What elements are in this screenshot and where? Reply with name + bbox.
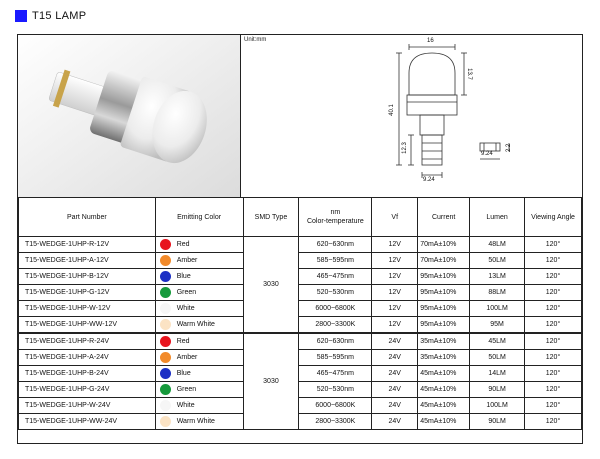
lumen: 50LM	[470, 350, 525, 366]
part-number: T15-WEDGE-1UHP-WW-12V	[19, 317, 156, 334]
color-name: White	[176, 305, 195, 312]
emitting-color	[155, 317, 243, 334]
dim-base-height: 12.3	[401, 142, 408, 154]
vf: 24V	[372, 366, 418, 382]
color-swatch-icon	[160, 319, 171, 330]
current: 35mA±10%	[418, 350, 470, 366]
lumen: 14LM	[470, 366, 525, 382]
viewing-angle: 120°	[525, 366, 582, 382]
header-smd-type: SMD Type	[243, 198, 299, 237]
header-emitting-color: Emitting Color	[155, 198, 243, 237]
title-bar	[15, 9, 86, 23]
table-row	[19, 237, 582, 253]
current: 70mA±10%	[418, 237, 470, 253]
wavelength: 585~595nm	[299, 253, 372, 269]
wavelength: 2800~3300K	[299, 414, 372, 430]
table-row	[19, 301, 582, 317]
table-row	[19, 269, 582, 285]
vf: 12V	[372, 237, 418, 253]
color-name: Warm White	[176, 321, 215, 328]
page-title: T15 LAMP	[32, 10, 87, 22]
vf: 12V	[372, 317, 418, 334]
wavelength: 520~530nm	[299, 382, 372, 398]
lumen: 100LM	[470, 301, 525, 317]
color-swatch-icon	[160, 336, 171, 347]
emitting-color	[155, 237, 243, 253]
dim-pin-thickness: 2.2	[506, 143, 513, 153]
table-row	[19, 414, 582, 430]
vf: 24V	[372, 382, 418, 398]
color-name: Green	[176, 386, 197, 393]
title-square-icon	[15, 10, 27, 22]
header-viewing-angle: Viewing Angle	[525, 198, 582, 237]
vf: 24V	[372, 350, 418, 366]
emitting-color	[155, 285, 243, 301]
header-current: Current	[418, 198, 470, 237]
smd-type: 3030	[243, 333, 299, 430]
table-row	[19, 350, 582, 366]
spec-table	[18, 197, 582, 430]
part-number: T15-WEDGE-1UHP-WW-24V	[19, 414, 156, 430]
emitting-color	[155, 366, 243, 382]
emitting-color	[155, 414, 243, 430]
vf: 12V	[372, 301, 418, 317]
lamp-photo-illustration	[18, 35, 241, 197]
smd-type: 3030	[243, 237, 299, 334]
current: 45mA±10%	[418, 366, 470, 382]
table-row	[19, 398, 582, 414]
wavelength: 520~530nm	[299, 285, 372, 301]
table-row	[19, 333, 582, 350]
color-name: Amber	[176, 354, 198, 361]
color-name: Warm White	[176, 418, 215, 425]
header-nm	[299, 198, 372, 237]
wavelength: 2800~3300K	[299, 317, 372, 334]
color-swatch-icon	[160, 416, 171, 427]
table-row	[19, 253, 582, 269]
dim-pin-width: 9.24	[481, 151, 493, 157]
current: 70mA±10%	[418, 253, 470, 269]
dim-base-width: 9.24	[423, 177, 435, 183]
viewing-angle: 120°	[525, 317, 582, 334]
color-swatch-icon	[160, 352, 171, 363]
color-swatch-icon	[160, 368, 171, 379]
viewing-angle: 120°	[525, 269, 582, 285]
emitting-color	[155, 301, 243, 317]
current: 35mA±10%	[418, 333, 470, 350]
color-name: White	[176, 402, 195, 409]
header-nm-line1: nm	[330, 209, 341, 216]
viewing-angle: 120°	[525, 350, 582, 366]
color-name: Blue	[176, 370, 191, 377]
header-vf: Vf	[372, 198, 418, 237]
wavelength: 465~475nm	[299, 269, 372, 285]
color-swatch-icon	[160, 303, 171, 314]
lumen: 88LM	[470, 285, 525, 301]
emitting-color	[155, 350, 243, 366]
part-number: T15-WEDGE-1UHP-B-24V	[19, 366, 156, 382]
table-row	[19, 366, 582, 382]
color-swatch-icon	[160, 384, 171, 395]
viewing-angle: 120°	[525, 398, 582, 414]
current: 45mA±10%	[418, 398, 470, 414]
header-lumen: Lumen	[470, 198, 525, 237]
emitting-color	[155, 382, 243, 398]
lumen: 45LM	[470, 333, 525, 350]
lumen: 13LM	[470, 269, 525, 285]
part-number: T15-WEDGE-1UHP-R-12V	[19, 237, 156, 253]
lumen: 90LM	[470, 414, 525, 430]
color-name: Amber	[176, 257, 198, 264]
vf: 12V	[372, 253, 418, 269]
lumen: 95M	[470, 317, 525, 334]
dimension-drawing	[241, 35, 582, 197]
wavelength: 6000~6800K	[299, 301, 372, 317]
current: 45mA±10%	[418, 414, 470, 430]
emitting-color	[155, 269, 243, 285]
part-number: T15-WEDGE-1UHP-G-24V	[19, 382, 156, 398]
current: 95mA±10%	[418, 269, 470, 285]
emitting-color	[155, 333, 243, 350]
vf: 24V	[372, 333, 418, 350]
dim-top-width: 16	[427, 38, 434, 44]
part-number: T15-WEDGE-1UHP-A-24V	[19, 350, 156, 366]
viewing-angle: 120°	[525, 301, 582, 317]
lumen: 90LM	[470, 382, 525, 398]
table-header-row	[19, 198, 582, 237]
color-name: Red	[176, 338, 190, 345]
dim-total-height: 40.1	[388, 104, 395, 116]
viewing-angle: 120°	[525, 414, 582, 430]
header-nm-line2: Color-temperature	[306, 218, 364, 225]
color-swatch-icon	[160, 287, 171, 298]
wavelength: 620~630nm	[299, 333, 372, 350]
color-name: Red	[176, 241, 190, 248]
color-swatch-icon	[160, 271, 171, 282]
vf: 24V	[372, 398, 418, 414]
lumen: 100LM	[470, 398, 525, 414]
dimension-drawing-svg	[241, 35, 582, 197]
vf: 24V	[372, 414, 418, 430]
spec-sheet	[17, 34, 583, 444]
part-number: T15-WEDGE-1UHP-R-24V	[19, 333, 156, 350]
color-name: Green	[176, 289, 197, 296]
current: 95mA±10%	[418, 317, 470, 334]
table-row	[19, 317, 582, 334]
part-number: T15-WEDGE-1UHP-A-12V	[19, 253, 156, 269]
viewing-angle: 120°	[525, 285, 582, 301]
vf: 12V	[372, 285, 418, 301]
viewing-angle: 120°	[525, 237, 582, 253]
current: 95mA±10%	[418, 301, 470, 317]
lumen: 48LM	[470, 237, 525, 253]
emitting-color	[155, 253, 243, 269]
current: 45mA±10%	[418, 382, 470, 398]
current: 95mA±10%	[418, 285, 470, 301]
part-number: T15-WEDGE-1UHP-W-12V	[19, 301, 156, 317]
vf: 12V	[372, 269, 418, 285]
wavelength: 6000~6800K	[299, 398, 372, 414]
wavelength: 620~630nm	[299, 237, 372, 253]
unit-label: Unit:mm	[244, 37, 267, 43]
wavelength: 465~475nm	[299, 366, 372, 382]
dim-head-height: 13.7	[465, 68, 472, 80]
header-part-number: Part Number	[19, 198, 156, 237]
part-number: T15-WEDGE-1UHP-B-12V	[19, 269, 156, 285]
viewing-angle: 120°	[525, 382, 582, 398]
lumen: 50LM	[470, 253, 525, 269]
part-number: T15-WEDGE-1UHP-W-24V	[19, 398, 156, 414]
viewing-angle: 120°	[525, 253, 582, 269]
wavelength: 585~595nm	[299, 350, 372, 366]
product-photo	[18, 35, 241, 197]
color-swatch-icon	[160, 255, 171, 266]
table-row	[19, 285, 582, 301]
emitting-color	[155, 398, 243, 414]
color-swatch-icon	[160, 400, 171, 411]
table-row	[19, 382, 582, 398]
color-swatch-icon	[160, 239, 171, 250]
part-number: T15-WEDGE-1UHP-G-12V	[19, 285, 156, 301]
color-name: Blue	[176, 273, 191, 280]
viewing-angle: 120°	[525, 333, 582, 350]
